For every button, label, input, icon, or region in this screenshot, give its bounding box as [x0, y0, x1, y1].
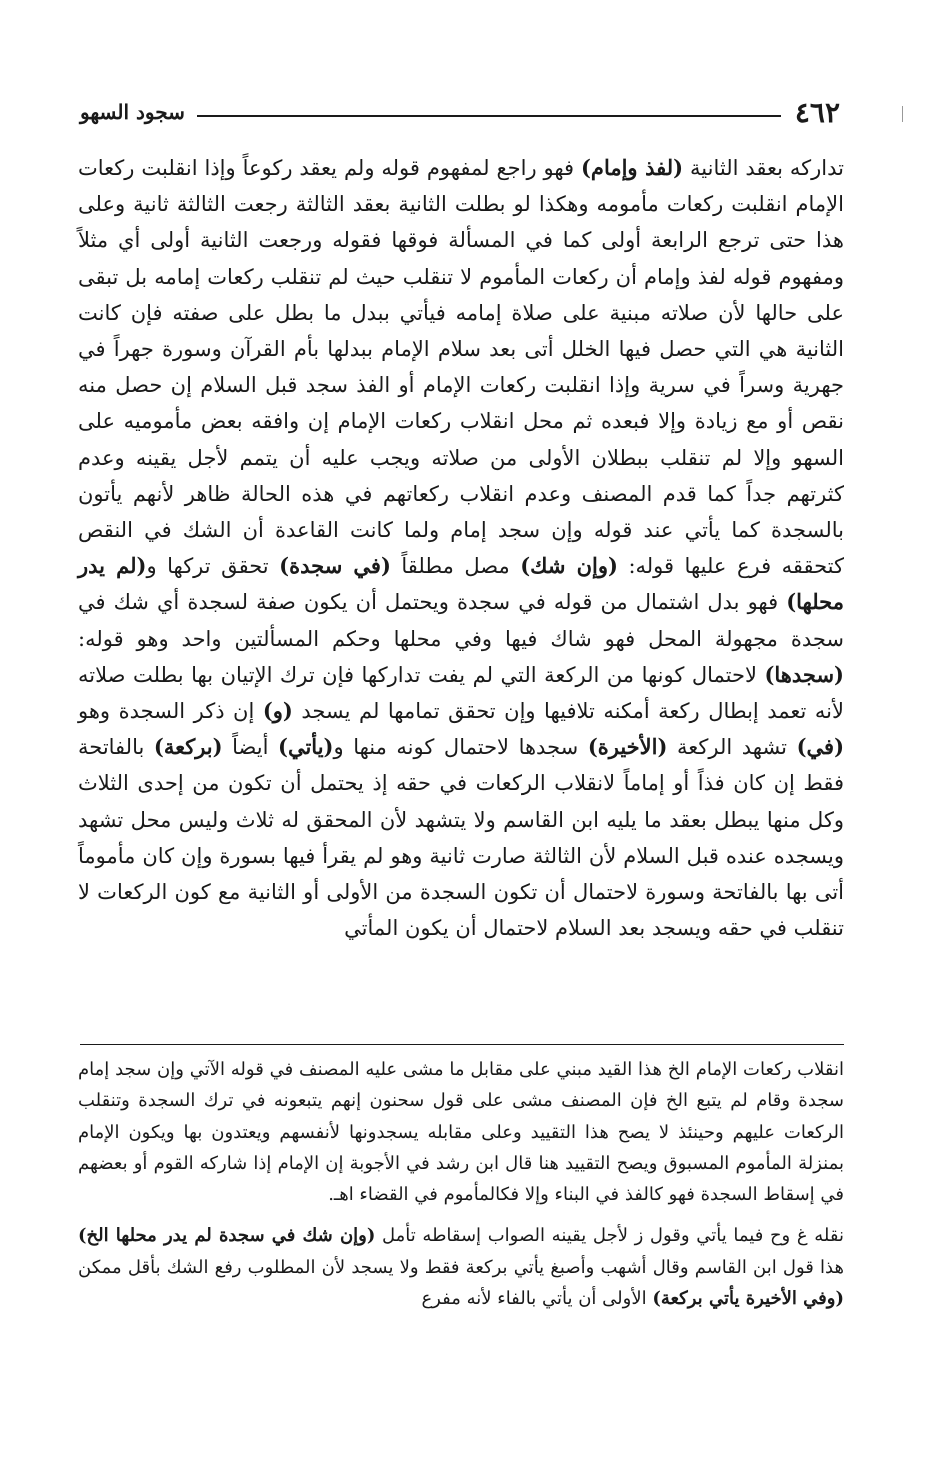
matn-phrase: (و)	[262, 698, 293, 724]
page-number: ٤٦٢	[794, 95, 840, 129]
text-segment: مصل مطلقاً	[390, 554, 521, 579]
footnote-separator	[80, 1044, 844, 1045]
margin-mark	[902, 106, 903, 122]
matn-phrase: (في)	[796, 734, 845, 760]
matn-phrase: (وفي الأخيرة يأتي بركعة)	[652, 1288, 844, 1310]
text-segment: الأولى أن يأتي بالفاء لأنه مفرع	[421, 1288, 653, 1310]
main-text	[78, 150, 844, 946]
footnote-first: انقلاب ركعات الإمام الخ هذا القيد مبني على مقابل ما مشى عليه المصنف في قوله الآتي وإن سجد إمام سجدة وقام لم يتبع الخ فإن المصنف مشى على قول سحنون إنهم يتبعونه في ترك السجدة وتنقلب الركعات عليهم وحينئذ لا يصح هذا التقييد وعلى مقابله يسجدونها لأنفسهم ويعتدون بها ويكون الإمام بمنزلة المأموم المسبوق ويصح التقييد هنا قال ابن رشد في الأجوبة إن الإمام إذا شاركه القوم أو بعضهم في إسقاط السجدة فهو كالفذ في البناء وإلا فكالمأموم في القضاء اهـ.	[78, 1059, 844, 1206]
matn-phrase: (الأخيرة)	[587, 734, 668, 760]
header-rule	[197, 115, 781, 117]
footnote-second	[78, 1220, 844, 1314]
text-segment: بالفاتحة فقط إن كان فذاً أو إماماً لانقلاب الركعات في حقه إذ يحتمل أن تكون من إحدى الثلاث وكل منها يبطل بعقد ما يليه ابن القاسم ولا يتشهد لأن المحقق له ثلاث وليس محل تشهد ويسجده عنده قبل السلام لأن الثالثة صارت ثانية وهو لم يقرأ فيها بسورة وإن كان مأموماً أتى بها بالفاتحة وسورة لاحتمال أن تكون السجدة من الأولى أو الثانية مع كون الركعات لا تنقلب في حقه ويسجد بعد السلام لاحتمال أن يكون المأتي	[78, 735, 844, 941]
text-segment: إن ذكر السجدة وهو	[78, 699, 263, 724]
matn-phrase: (سجدها)	[764, 661, 844, 687]
page-header	[80, 92, 840, 132]
text-segment: تداركه بعقد الثانية	[683, 156, 844, 180]
matn-phrase: (وإن شك)	[520, 553, 618, 579]
footnotes	[78, 1054, 844, 1314]
text-segment: تحقق تركها و	[146, 554, 280, 579]
text-segment: سجدها لاحتمال كونه منها و	[333, 735, 588, 760]
matn-phrase: (في سجدة)	[279, 553, 391, 579]
text-segment: نقله غ وح فيما يأتي وقول ز لأجل يقينه الصواب إسقاطه تأمل	[375, 1225, 844, 1247]
text-segment: أيضاً	[222, 735, 279, 760]
matn-phrase: (وإن شك في سجدة لم يدر محلها الخ)	[78, 1225, 376, 1247]
text-segment: فهو بدل اشتمال من قوله في سجدة ويحتمل أن يكون صفة لسجدة أي شك في سجدة مجهولة المحل فهو شاك فيها وفي محلها وحكم المسألتين واحد وهو قوله:	[78, 590, 844, 651]
main-paragraph	[78, 150, 844, 946]
matn-phrase: (بركعة)	[153, 734, 223, 760]
running-title: سجود السهو	[80, 100, 185, 124]
text-segment: تشهد الركعة	[667, 735, 797, 760]
matn-phrase: (لم يدر محلها)	[78, 553, 844, 615]
matn-phrase: (يأتي)	[278, 734, 334, 760]
text-segment: هذا قول ابن القاسم وقال أشهب وأصبغ يأتي بركعة فقط ولا يسجد لأن المطلوب رفع الشك بأقل ممكن	[78, 1256, 844, 1278]
text-segment: لاحتمال كونها من الركعة التي لم يفت تداركها فإن ترك الإتيان بها بطلت صلاته لأنه تعمد إبطال ركعة أمكنه تلافيها وإن تحقق تمامها لم يسجد	[78, 662, 844, 724]
matn-phrase: (لفذ وإمام)	[581, 155, 684, 180]
text-segment: فهو راجع لمفهوم قوله ولم يعقد ركوعاً وإذا انقلبت ركعات الإمام انقلبت ركعات مأمومه وهكذا لو بطلت الثانية بعقد الثالثة رجعت الثالثة ثانية وعلى هذا حتى ترجع الرابعة أولى كما في المسألة فوقها فقوله ورجعت الثانية أولى أي مثلاً ومفهوم قوله لفذ وإمام أن ركعات المأموم لا تنقلب حيث لم تنقلب ركعات إمامه بل تبقى على حالها لأن صلاته مبنية على صلاة إمامه فيأتي ببدل ما بطل على صفته فإن كانت الثانية هي التي حصل فيها الخلل أتى بعد سلام الإمام ببدلها بأم القرآن وسورة جهراً في جهرية وسراً في سرية وإذا انقلبت ركعات الإمام أو الفذ سجد قبل السلام إن حصل منه نقص أو مع زيادة وإلا فبعده ثم محل انقلاب ركعات الإمام إن وافقه بعض مأموميه على السهو وإلا لم تنقلب ببطلان الأولى من صلاته ويجب عليه أن يتمم لأجل يقينه وعدم كثرتهم جداً كما قدم المصنف وعدم انقلاب ركعاتهم في هذه الحالة ظاهر لأنهم يأتون بالسجدة كما يأتي عند قوله وإن سجد إمام ولما كانت القاعدة أن الشك في النقص كتحققه فرع عليها قوله:	[78, 156, 845, 579]
